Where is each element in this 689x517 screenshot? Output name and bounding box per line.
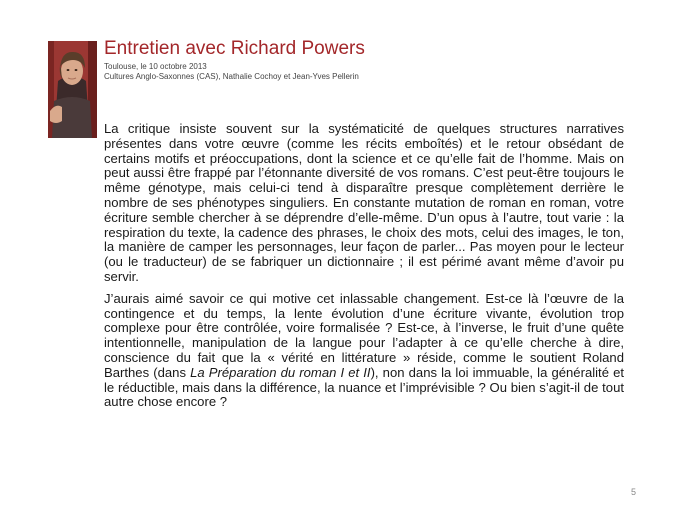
paragraph-2-part-2: ), non dans la loi immuable, la généralité et le réductible, mais dans la différence, la nuance et l’imprévisible ? Ou bien s’agit-il de tout autre chose encore ? — [104, 364, 625, 410]
page-title: Entretien avec Richard Powers — [104, 38, 365, 59]
paragraph-1: La critique insiste souvent sur la systématicité de quelques structures narratives présentes dans votre œuvre (comme les récits emboîtés) et le retour obsédant de certains motifs et préoccupations, dont la science et ce qu’elle fait de l’homme. Mais on peut aussi être frappé par l’étonnante diversité de vos romans. C’est peut-être toujours le même génotype, mais celui-ci tend à disparaître presque complètement derrière le nombre de ses phénotypes singuliers. En constante mutation de roman en roman, votre écriture semble chercher à se déprendre d’elle-même. D’un opus à l’autre, tout varie : la respiration du texte, la cadence des phrases, le choix des mots, celui des images, le ton, la manière de camper les personnages, leur façon de parler... Pas moyen pour le lecteur (ou le traducteur) de se fabriquer un dictionnaire ; il est périmé avant même d’avoir pu servir. — [104, 121, 624, 284]
date-line: Toulouse, le 10 octobre 2013 — [104, 62, 207, 71]
book-title-italic: La Préparation du roman I et II — [190, 364, 371, 380]
paragraph-2 — [104, 292, 624, 410]
paragraph-2-part-1: J’aurais aimé savoir ce qui motive cet inlassable changement. Est-ce là l’œuvre de la contingence et du temps, la lente évolution d’une écriture vivante, évolution trop complexe pour être contrôlée, voire formalisée ? Est-ce, à l’inverse, le fruit d’une quête intentionnelle, manipulation de la langue pour l’adapter à ce qu’elle cherche à dire, conscience du fait que la « vérité en littérature » réside, comme le soutient Roland Barthes (dans — [104, 290, 624, 380]
page-number: 5 — [630, 487, 636, 497]
portrait-photo — [48, 41, 97, 138]
portrait-icon — [48, 41, 97, 138]
authors-line: Cultures Anglo-Saxonnes (CAS), Nathalie Cochoy et Jean-Yves Pellerin — [104, 72, 359, 81]
body-text — [104, 122, 624, 417]
